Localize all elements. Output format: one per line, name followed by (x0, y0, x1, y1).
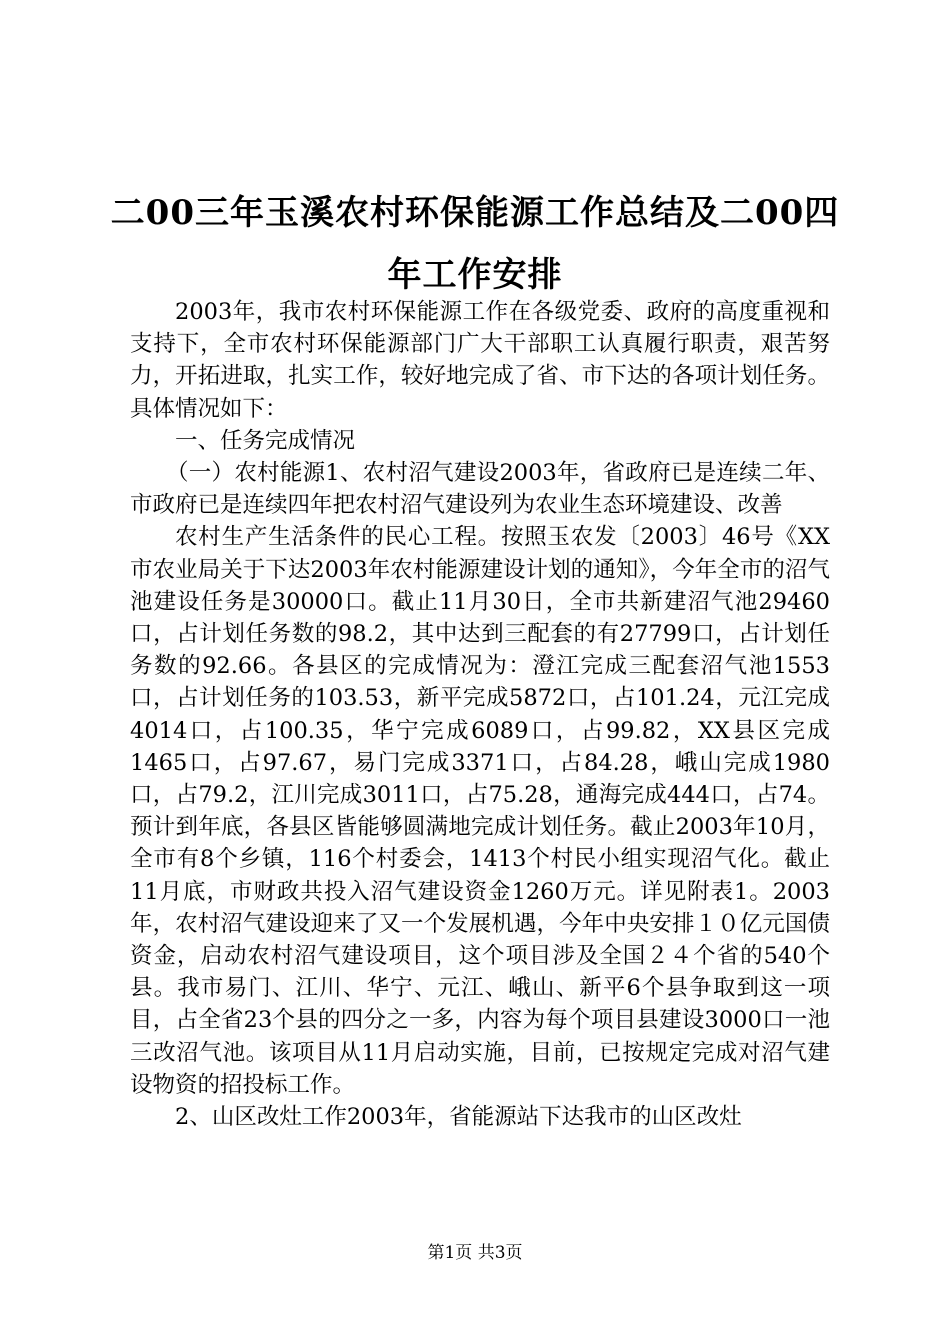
document-body (130, 296, 830, 1133)
paragraph-intro: 2003年，我市农村环保能源工作在各级党委、政府的高度重视和支持下，全市农村环保能源部门广大干部职工认真履行职责，艰苦努力，开拓进取，扎实工作，较好地完成了省、市下达的各项计划任务。具体情况如下： (130, 299, 830, 422)
paragraph-stove-reform: 2、山区改灶工作2003年，省能源站下达我市的山区改灶 (175, 1104, 742, 1131)
document-title: 二00三年玉溪农村环保能源工作总结及二00四年工作安排 (110, 193, 840, 295)
page-footer: 第1页 共3页 (427, 1243, 523, 1263)
paragraph-biogas-details: 农村生产生活条件的民心工程。按照玉农发〔2003〕46号《XX市农业局关于下达2003年农村能源建设计划的通知》，今年全市的沼气池建设任务是30000口。截止11月30日，全市共新建沼气池29460口，占计划任务数的98.2，其中达到三配套的有27799口，占计划任务数的92.66。各县区的完成情况为：澄江完成三配套沼气池1553口，占计划任务的103.53，新平完成5872口，占101.24，元江完成4014口，占100.35，华宁完成6089口，占99.82，XX县区完成1465口，占97.67，易门完成3371口，占84.28，峨山完成1980口，占79.2，江川完成3011口，占75.28，通海完成444口，占74。预计到年底，各县区皆能够圆满地完成计划任务。截止2003年10月，全市有8个乡镇，116个村委会，1413个村民小组实现沼气化。截止11月底，市财政共投入沼气建设资金1260万元。详见附表1。2003年，农村沼气建设迎来了又一个发展机遇，今年中央安排１０亿元国债资金，启动农村沼气建设项目，这个项目涉及全国２４个省的540个县。我市易门、江川、华宁、元江、峨山、新平6个县争取到这一项目，占全省23个县的四分之一多，内容为每个项目县建设3000口一池三改沼气池。该项目从11月启动实施，目前，已按规定完成对沼气建设物资的招投标工作。 (130, 524, 830, 1098)
section-heading-task-completion: 一、任务完成情况 (175, 427, 356, 454)
paragraph-rural-energy: （一）农村能源1、农村沼气建设2003年，省政府已是连续二年、市政府已是连续四年把农村沼气建设列为农业生态环境建设、改善 (130, 460, 830, 519)
